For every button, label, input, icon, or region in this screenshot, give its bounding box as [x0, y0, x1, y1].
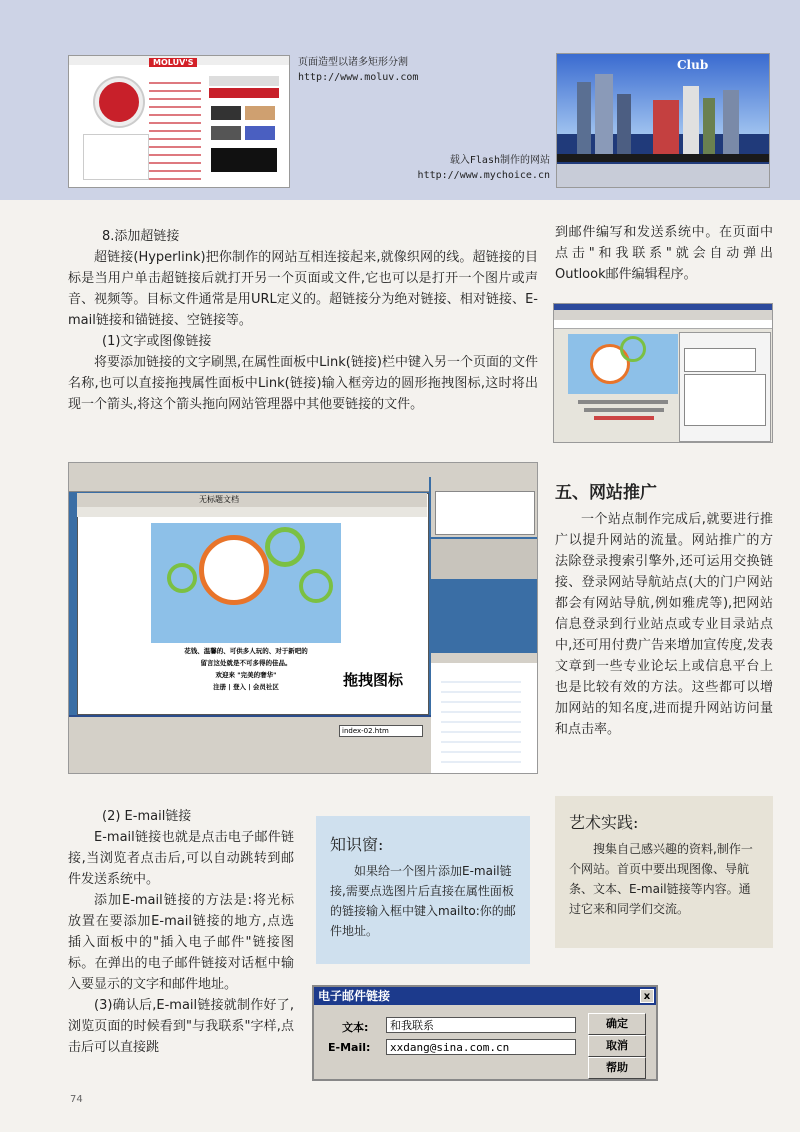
ok-button[interactable]: 确定	[588, 1013, 646, 1035]
email-para-1: E-mail链接也就是点击电子邮件链接,当浏览者点击后,可以自动跳转到邮件发送系统中。	[68, 830, 294, 887]
dw-line-2: 留言这处就是不可多得的佳品。	[200, 659, 292, 667]
moluv-caption-title: 页面造型以诸多矩形分割	[298, 57, 408, 68]
cancel-button[interactable]: 取消	[588, 1035, 646, 1057]
email-para-3: (3)确认后,E-mail链接就制作好了,浏览页面的时候看到"与我联系"字样,点击后可以直接跳	[68, 998, 294, 1055]
section-8-para-2: 将要添加链接的文字刷黑,在属性面板中Link(链接)栏中键入另一个页面的文件名称,也可以直接拖拽属性面板中Link(链接)输入框旁边的圆形拖拽图标,这时将出现一个箭头,将这个箭头拖向网站管理器中其他要链接的文件。	[68, 355, 538, 412]
dw-line-4: 注册 | 登入 | 会员社区	[213, 683, 279, 691]
art-practice-text: 搜集自己感兴趣的资料,制作一个网站。首页中要出现图像、导航条、文本、E-mail链接等内容。通过它来和同学们交流。	[569, 842, 753, 916]
dialog-titlebar	[314, 987, 656, 1005]
knowledge-text: 如果给一个图片添加E-mail链接,需要点选图片后直接在属性面板的链接输入框中键入mailto:你的邮件地址。	[330, 864, 516, 938]
text-input[interactable]: 和我联系	[386, 1017, 576, 1033]
section-8-para-1: 超链接(Hyperlink)把你制作的网站互相连接起来,就像织网的线。超链接的目标是当用户单击超链接后就打开另一个页面或文件,它也可以是打开一个图片或声音、视频等。目标文件通常是用URL定义的。超链接分为绝对链接、相对链接、E-mail链接和锚链接、空链接等。	[68, 250, 538, 328]
knowledge-title: 知识窗:	[330, 835, 384, 854]
help-button[interactable]: 帮助	[588, 1057, 646, 1079]
email-section	[68, 806, 294, 1058]
dw-callout: 拖拽图标	[337, 667, 409, 692]
mychoice-screenshot	[556, 53, 770, 188]
section-8-sub-1: (1)文字或图像链接	[102, 334, 212, 349]
browser-screenshot	[553, 303, 773, 443]
art-practice-box	[555, 796, 773, 948]
email-sub-2: (2) E-mail链接	[102, 809, 192, 824]
art-practice-title: 艺术实践:	[569, 813, 639, 832]
moluv-logo: MOLUV'S	[149, 58, 197, 67]
knowledge-box	[316, 816, 530, 964]
email-label: E-Mail:	[328, 1041, 371, 1054]
moluv-caption	[298, 55, 498, 85]
section-5-heading: 五、网站推广	[555, 483, 657, 503]
moluv-red-circle	[95, 78, 143, 126]
dw-line-3: 欢迎来 "完美的奢华"	[215, 671, 277, 679]
email-input[interactable]: xxdang@sina.com.cn	[386, 1039, 576, 1055]
section-5	[555, 478, 773, 740]
mychoice-caption-url: http://www.mychoice.cn	[417, 170, 550, 181]
text-label: 文本:	[342, 1021, 369, 1034]
dw-line-1: 花钱、温馨的、可供多人玩的、对于新吧的	[184, 647, 308, 655]
dw-link-field: index-02.htm	[339, 725, 423, 737]
right-top-para: 到邮件编写和发送系统中。在页面中点击"和我联系"就会自动弹出Outlook邮件编辑程序。	[555, 225, 773, 282]
dreamweaver-screenshot	[68, 462, 538, 774]
right-top-text	[555, 222, 773, 285]
dialog-title: 电子邮件链接	[318, 989, 391, 1003]
moluv-caption-url: http://www.moluv.com	[298, 72, 419, 83]
email-para-2: 添加E-mail链接的方法是:将光标放置在要添加E-mail链接的地方,点选插入面板中的"插入电子邮件"链接图标。在弹出的电子邮件链接对话框中输入要显示的文字和邮件地址。	[68, 893, 294, 992]
section-8-heading: 8.添加超链接	[102, 229, 180, 244]
section-8	[68, 226, 538, 415]
page-number: 74	[70, 1094, 83, 1105]
close-icon[interactable]: x	[640, 989, 654, 1003]
moluv-screenshot	[68, 55, 290, 188]
mychoice-caption	[380, 153, 550, 183]
email-link-dialog	[312, 985, 658, 1081]
club-logo: Club	[677, 58, 709, 72]
section-5-para: 一个站点制作完成后,就要进行推广以提升网站的流量。网站推广的方法除登录搜索引擎外,还可运用交换链接、登录网站导航站点(大的门户网站都会有网站导航,例如雅虎等),把网站信息登录到行业站点或专业目录站点中,还可用付费广告来增加宣传度,发表文章到一些专业论坛上或信息平台上也是比较有效的方法。这些都可以增加网站的知名度,进而提升网站访问量和点击率。	[555, 512, 773, 737]
dw-page-title: 无标题文档	[199, 495, 239, 504]
mychoice-caption-title: 载入Flash制作的网站	[449, 155, 550, 166]
